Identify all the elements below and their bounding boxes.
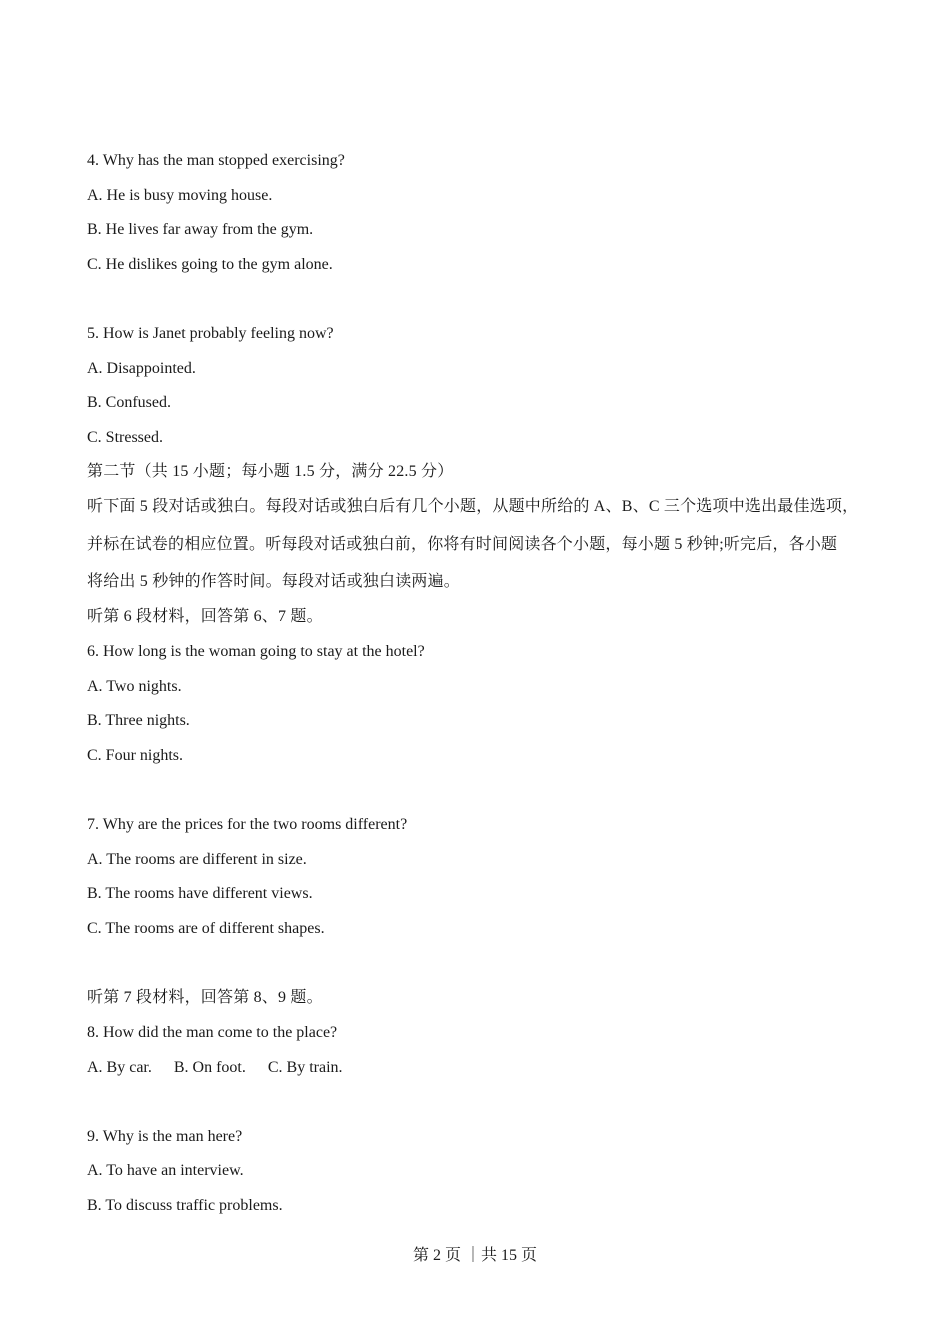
q6-question: 6. How long is the woman going to stay at the hotel? <box>87 643 425 660</box>
q5-question: 5. How is Janet probably feeling now? <box>87 325 334 342</box>
section-instructions-line-2: 并标在试卷的相应位置。听每段对话或独白前，你将有时间阅读各个小题，每小题 5 秒钟;听完后，各小题 <box>87 536 838 553</box>
q6-option-c: C. Four nights. <box>87 747 184 764</box>
q9-option-a: A. To have an interview. <box>87 1162 244 1179</box>
q5-option-a: A. Disappointed. <box>87 360 196 377</box>
q4-question: 4. Why has the man stopped exercising? <box>87 152 345 169</box>
q5-option-c: C. Stressed. <box>87 429 163 446</box>
section-instructions-line-3: 将给出 5 秒钟的作答时间。每段对话或独白读两遍。 <box>87 573 461 590</box>
section-instructions-line-1: 听下面 5 段对话或独白。每段对话或独白后有几个小题，从题中所给的 A、B、C 三个选项中选出最佳选项， <box>87 498 859 515</box>
q4-option-b: B. He lives far away from the gym. <box>87 221 314 238</box>
q7-option-c: C. The rooms are of different shapes. <box>87 920 325 937</box>
section-heading: 第二节（共 15 小题；每小题 1.5 分，满分 22.5 分） <box>87 463 454 480</box>
q8-option-c: C. By train. <box>267 1059 343 1076</box>
material-7-instruction: 听第 7 段材料，回答第 8、9 题。 <box>87 989 323 1006</box>
q8-option-b: B. On foot. <box>173 1059 246 1076</box>
q8-options <box>87 1058 365 1078</box>
q4-option-c: C. He dislikes going to the gym alone. <box>87 256 333 273</box>
page-footer: 第 2 页 ｜共 15 页 <box>412 1247 537 1264</box>
q5-option-b: B. Confused. <box>87 394 171 411</box>
material-6-instruction: 听第 6 段材料，回答第 6、7 题。 <box>87 608 323 625</box>
q9-question: 9. Why is the man here? <box>87 1128 243 1145</box>
q7-option-a: A. The rooms are different in size. <box>87 851 307 868</box>
q9-option-b: B. To discuss traffic problems. <box>87 1197 283 1214</box>
q6-option-a: A. Two nights. <box>87 678 182 695</box>
q8-question: 8. How did the man come to the place? <box>87 1024 338 1041</box>
q8-option-a: A. By car. <box>87 1059 152 1076</box>
q7-option-b: B. The rooms have different views. <box>87 885 313 902</box>
q7-question: 7. Why are the prices for the two rooms different? <box>87 816 408 833</box>
q6-option-b: B. Three nights. <box>87 712 190 729</box>
q4-option-a: A. He is busy moving house. <box>87 187 273 204</box>
